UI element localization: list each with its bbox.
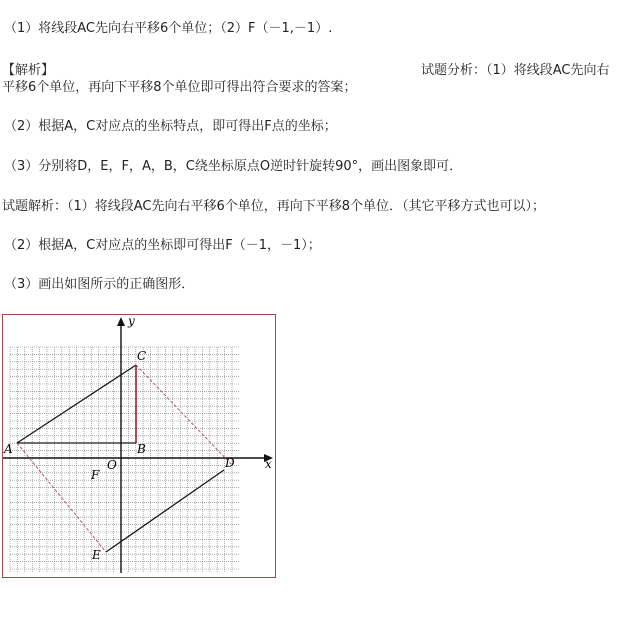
analysis-intro: 试题分析：（1）将线段AC先向右 [421, 63, 610, 78]
coordinate-figure [2, 314, 276, 578]
analysis-step-2: （2）根据A，C对应点的坐标特点，即可得出F点的坐标； [4, 119, 337, 134]
analysis-continuation: 平移6个单位，再向下平移8个单位即可得出符合要求的答案； [2, 80, 357, 95]
answer-line: （1）将线段AC先向右平移6个单位；（2）F（－1,－1）. [4, 21, 333, 36]
coordinate-plane [3, 315, 275, 577]
label-f: F [91, 468, 100, 482]
solution-step-1: 试题解析：（1）将线段AC先向右平移6个单位，再向下平移8个单位．（其它平移方式也可以）； [2, 199, 546, 214]
analysis-header: 【解析】 [2, 63, 55, 78]
label-y-axis: y [128, 315, 135, 328]
label-d: D [225, 456, 235, 470]
label-origin: O [107, 458, 117, 472]
label-b: B [137, 442, 146, 456]
grid [10, 347, 239, 572]
solution-step-2: （2）根据A，C对应点的坐标即可得出F（－1，－1）； [4, 238, 321, 253]
solution-step-3: （3）画出如图所示的正确图形． [4, 277, 195, 292]
y-axis-arrow [117, 317, 125, 326]
label-x-axis: x [265, 457, 272, 471]
segment-de [106, 470, 224, 552]
label-a: A [4, 442, 13, 456]
analysis-step-3: （3）分别将D，E，F，A，B，C绕坐标原点O逆时针旋转90°，画出图象即可． [4, 159, 463, 174]
label-c: C [137, 349, 147, 363]
dashed-segment-c-d [136, 365, 231, 464]
label-e: E [92, 548, 101, 562]
